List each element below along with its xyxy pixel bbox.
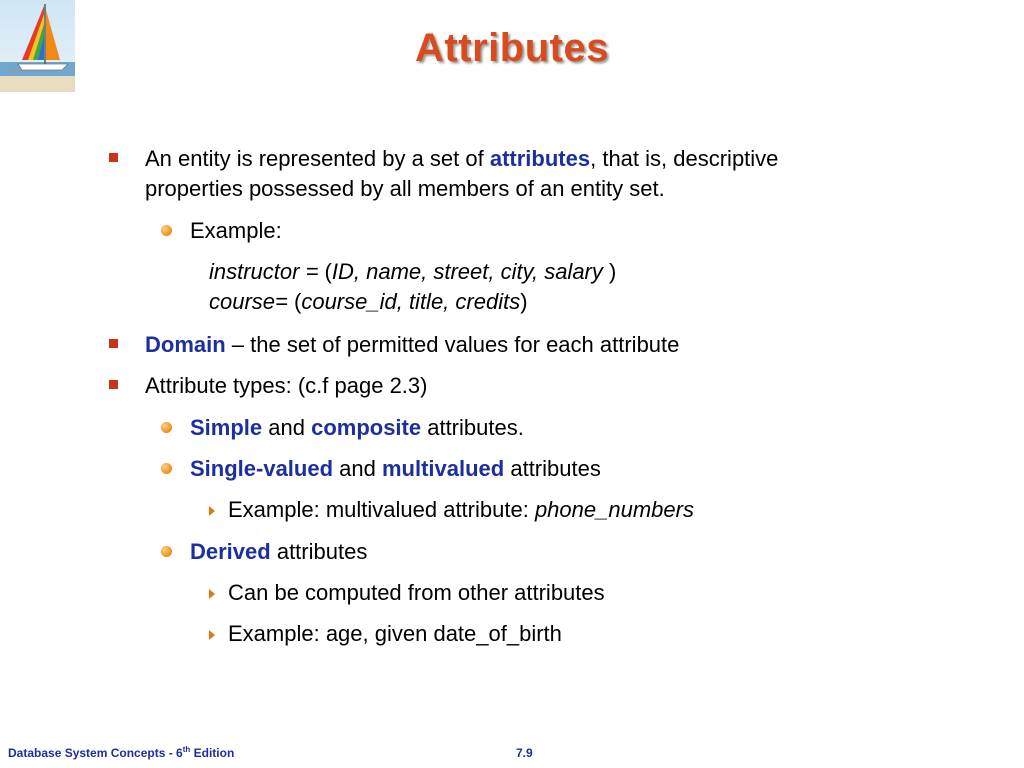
bullet-text: and	[333, 456, 382, 481]
keyword-single-valued: Single-valued	[190, 456, 334, 481]
bullet-entity-definition	[145, 144, 778, 174]
paren: )	[609, 259, 617, 284]
round-bullet-icon	[161, 546, 172, 557]
bullet-text: and	[262, 415, 312, 440]
keyword-derived: Derived	[190, 539, 271, 564]
arrow-bullet-icon	[209, 630, 215, 640]
bullet-domain	[145, 330, 679, 360]
bullet-derived-example: Example: age, given date_of_birth	[228, 621, 562, 646]
footer-superscript: th	[182, 745, 191, 754]
bullet-single-multi	[190, 454, 601, 484]
bullet-derived	[190, 537, 367, 567]
keyword-composite: composite	[311, 415, 422, 440]
relation-name: instructor =	[209, 259, 325, 284]
attribute-name: phone_numbers	[534, 497, 694, 522]
paren: )	[520, 289, 528, 314]
relation-name: course=	[209, 289, 294, 314]
bullet-text: , that is, descriptive	[590, 146, 779, 171]
bullet-multivalued-example	[228, 495, 694, 525]
attribute-list: ID, name, street, city, salary	[331, 259, 609, 284]
footer-book-title	[8, 746, 234, 760]
paren: (	[294, 289, 302, 314]
bullet-text: Example: multivalued attribute:	[228, 497, 535, 522]
bullet-entity-definition-line2: properties possessed by all members of an entity set.	[145, 176, 665, 201]
square-bullet-icon	[109, 380, 118, 389]
square-bullet-icon	[109, 339, 118, 348]
footer-text: Database System Concepts - 6	[8, 746, 183, 760]
arrow-bullet-icon	[209, 589, 215, 599]
bullet-text: attributes	[504, 456, 601, 481]
footer-text: Edition	[190, 746, 235, 760]
bullet-text: attributes.	[421, 415, 524, 440]
footer-page-number: 7.9	[516, 746, 533, 760]
example-instructor	[209, 257, 616, 287]
round-bullet-icon	[161, 422, 172, 433]
bullet-simple-composite	[190, 413, 524, 443]
slide-title: Attributes	[415, 26, 609, 70]
example-label: Example:	[190, 218, 282, 243]
round-bullet-icon	[161, 225, 172, 236]
paren: (	[324, 259, 332, 284]
example-course	[209, 287, 528, 317]
bullet-text: An entity is represented by a set of	[145, 146, 490, 171]
bullet-text: – the set of permitted values for each attribute	[225, 332, 680, 357]
bullet-attribute-types: Attribute types: (c.f page 2.3)	[145, 373, 428, 398]
arrow-bullet-icon	[209, 506, 215, 516]
attribute-list: course_id, title, credits	[301, 289, 521, 314]
keyword-simple: Simple	[190, 415, 263, 440]
bullet-derived-computed: Can be computed from other attributes	[228, 580, 605, 605]
keyword-multivalued: multivalued	[381, 456, 505, 481]
round-bullet-icon	[161, 463, 172, 474]
square-bullet-icon	[109, 153, 118, 162]
keyword-domain: Domain	[145, 332, 226, 357]
bullet-text: attributes	[270, 539, 368, 564]
keyword-attributes: attributes	[489, 146, 591, 171]
